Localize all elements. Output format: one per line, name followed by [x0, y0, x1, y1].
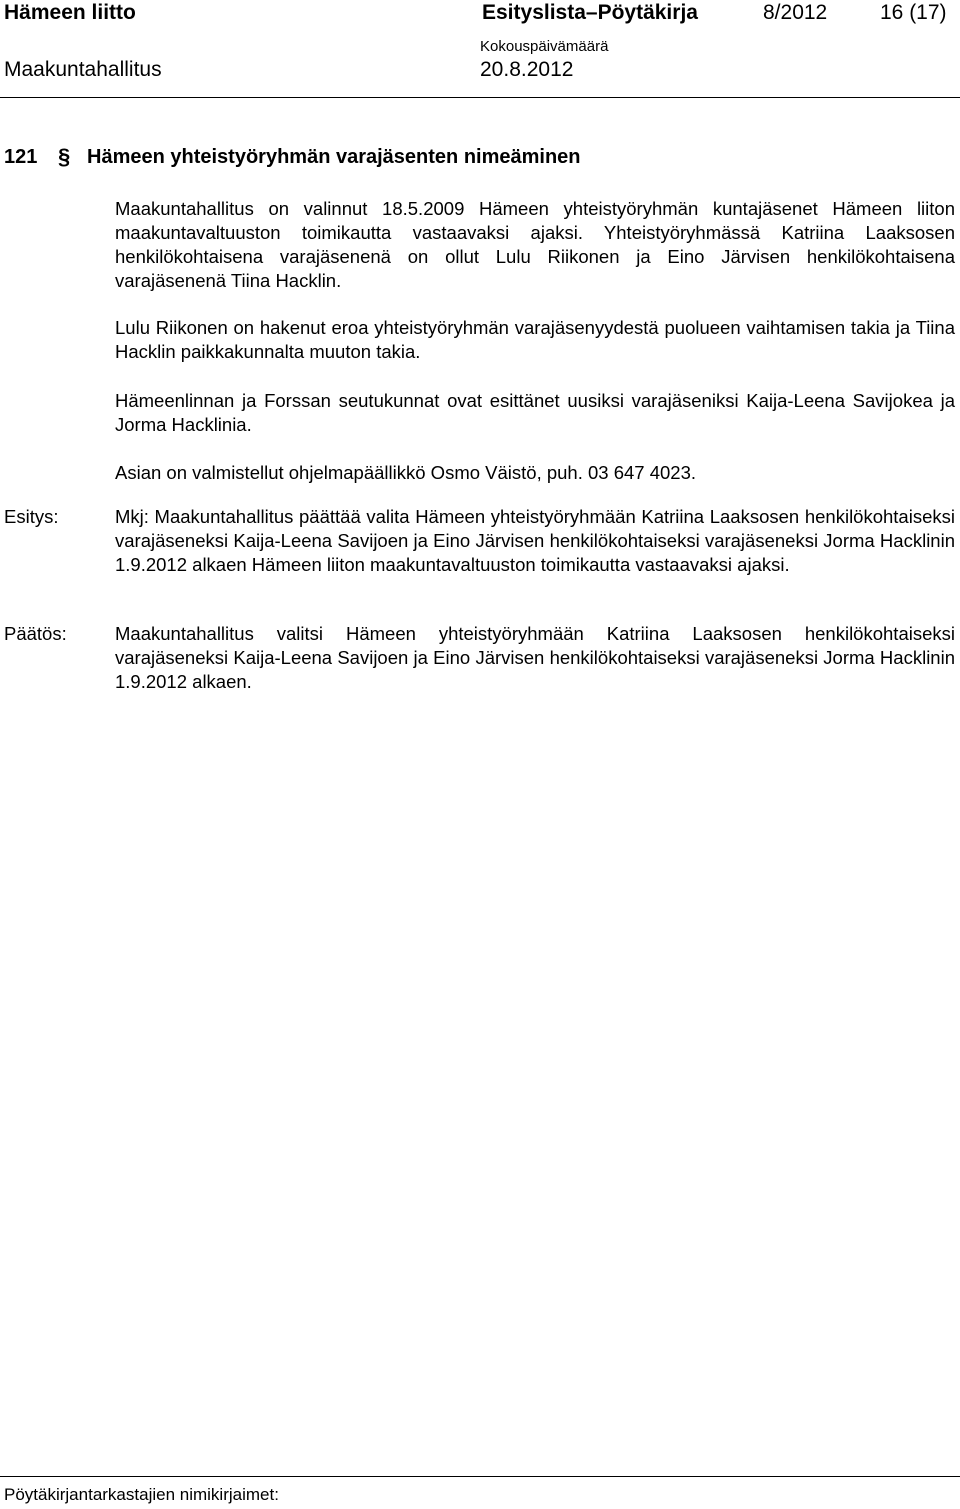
- organization-name: Hämeen liitto: [4, 1, 136, 24]
- proposal-label: Esitys:: [4, 506, 59, 527]
- footer-rule: [0, 1476, 960, 1477]
- governing-body: Maakuntahallitus: [4, 58, 162, 81]
- decision-label: Päätös:: [4, 623, 67, 644]
- footer-label: Pöytäkirjantarkastajien nimikirjaimet:: [4, 1485, 279, 1504]
- header-rule: [0, 97, 960, 98]
- meeting-date: 20.8.2012: [480, 58, 574, 81]
- decision-text: Maakuntahallitus valitsi Hämeen yhteistyöryhmään Katriina Laaksosen henkilökohtaiseksi varajäseneksi Kaija-Leena Savijoen ja Eino Järvisen henkilökohtaiseksi varajäseneksi Jorma Hacklinin 1.9.2012 alkaen.: [115, 623, 955, 692]
- nomination-paragraph: Hämeenlinnan ja Forssan seutukunnat ovat esittänet uusiksi varajäseniksi Kaija-Leena Savijokea ja Jorma Hacklinia.: [115, 390, 955, 435]
- section-sign-icon: §: [58, 144, 71, 169]
- meeting-date-label: Kokouspäivämäärä: [480, 38, 609, 55]
- resignation-paragraph: Lulu Riikonen on hakenut eroa yhteistyöryhmän varajäsenyydestä puolueen vaihtamisen takia ja Tiina Hacklin paikkakunnalta muuton takia.: [115, 317, 955, 362]
- background-paragraph: Maakuntahallitus on valinnut 18.5.2009 Hämeen yhteistyöryhmän kuntajäsenet Hämeen liiton maakuntavaltuuston toimikautta vastaavaksi ajaksi. Yhteistyöryhmässä Katriina Laaksosen henkilökohtaisena varajäsenenä on ollut Lulu Riikonen ja Eino Järvisen henkilökohtaisena varajäsenenä Tiina Hacklin.: [115, 198, 955, 291]
- proposal-text: Mkj: Maakuntahallitus päättää valita Hämeen yhteistyöryhmään Katriina Laaksosen henkilökohtaiseksi varajäseneksi Kaija-Leena Savijoen ja Eino Järvisen henkilökohtaiseksi varajäseneksi Jorma Hacklinin 1.9.2012 alkaen Hämeen liiton maakuntavaltuuston toimikautta vastaavaksi ajaksi.: [115, 506, 955, 575]
- document-number: 8/2012: [763, 1, 828, 24]
- document-type: Esityslista–Pöytäkirja: [482, 1, 698, 24]
- item-number: 121: [4, 146, 38, 168]
- item-title: Hämeen yhteistyöryhmän varajäsenten nimeäminen: [87, 146, 581, 168]
- preparer-paragraph: Asian on valmistellut ohjelmapäällikkö Osmo Väistö, puh. 03 647 4023.: [115, 462, 697, 483]
- page-number: 16 (17): [880, 1, 947, 24]
